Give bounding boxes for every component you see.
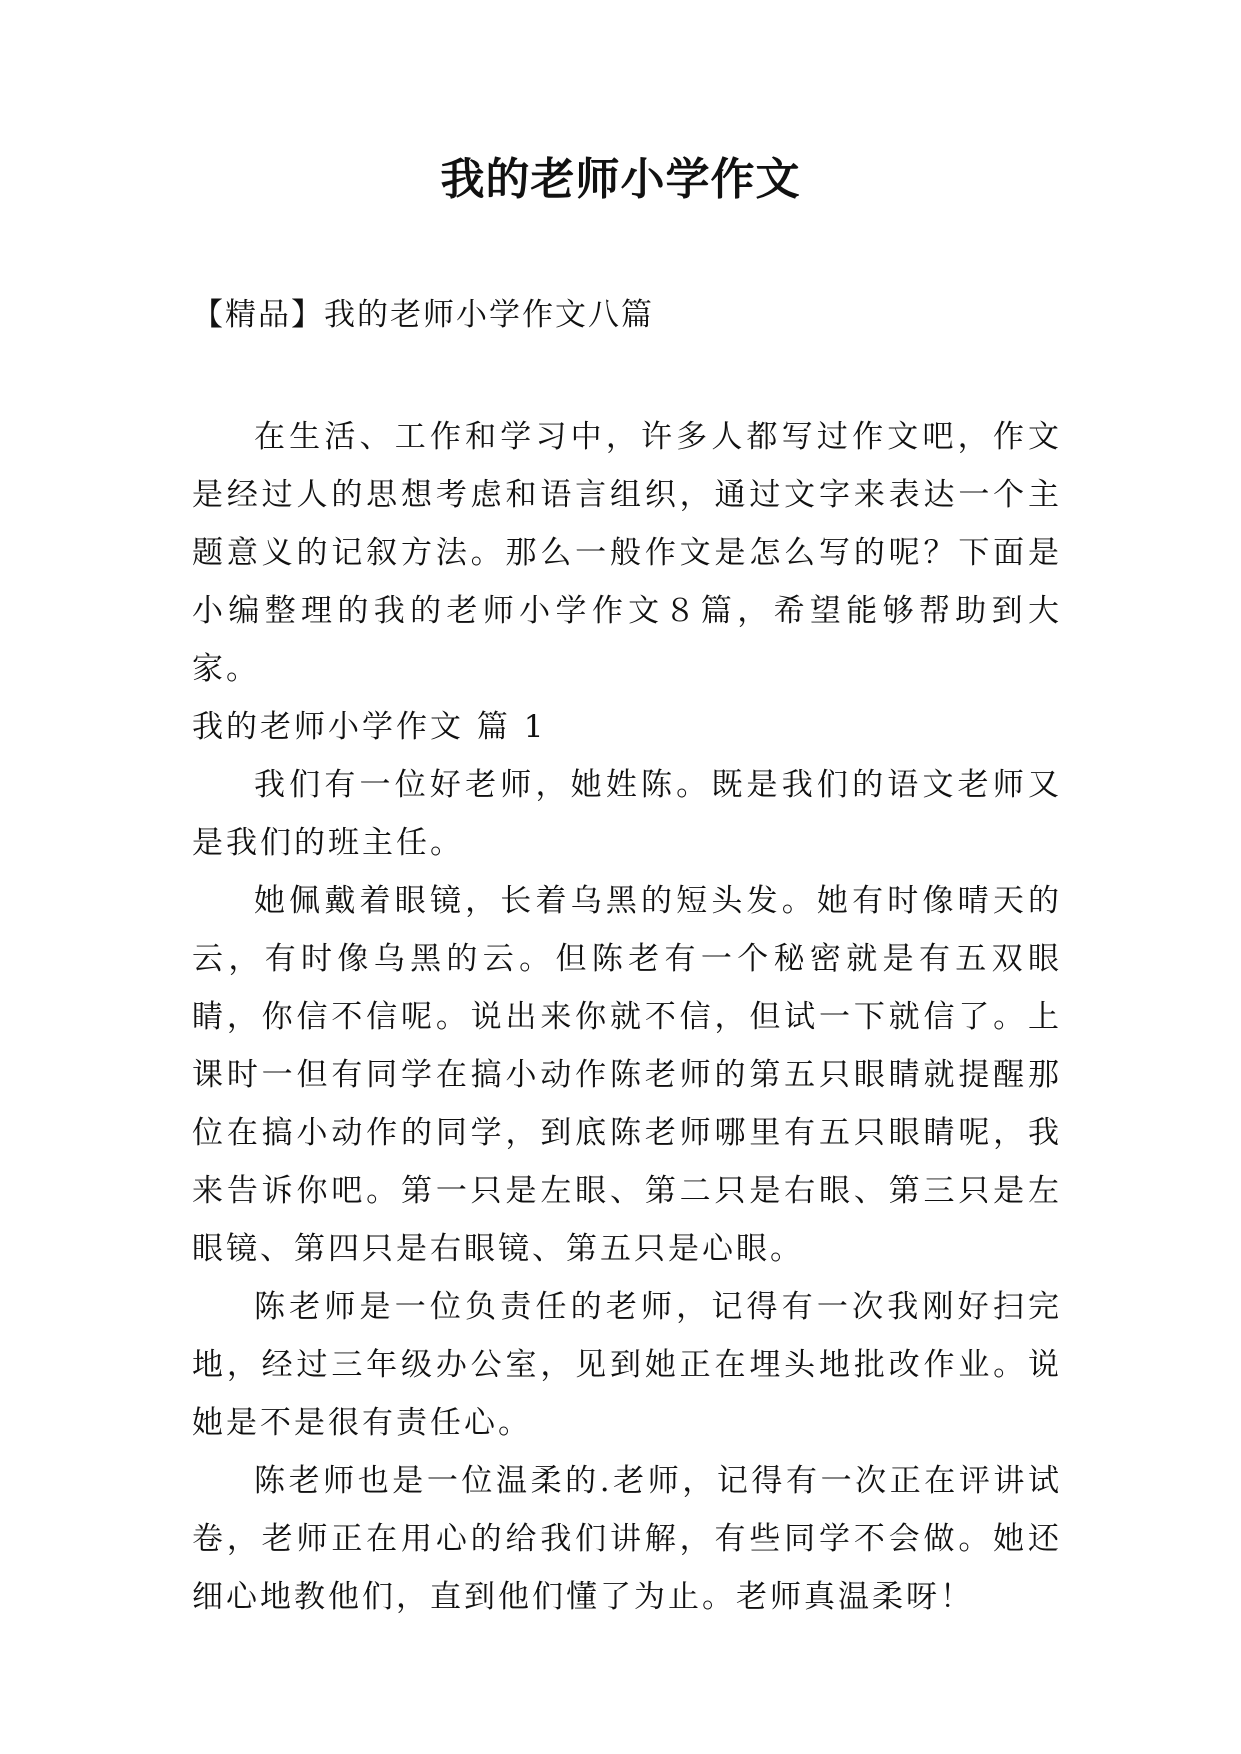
intro-paragraph: 在生活、工作和学习中，许多人都写过作文吧，作文是经过人的思想考虑和语言组织，通过文字来表达一个主题意义的记叙方法。那么一般作文是怎么写的呢？下面是小编整理的我的老师小学作文８篇，希望能够帮助到大家。 — [192, 419, 1062, 687]
body-paragraph: 陈老师是一位负责任的老师，记得有一次我刚好扫完地，经过三年级办公室，见到她正在埋头地批改作业。说她是不是很有责任心。 — [192, 1289, 1062, 1441]
body-paragraph: 我们有一位好老师，她姓陈。既是我们的语文老师又是我们的班主任。 — [192, 767, 1062, 861]
section-heading: 我的老师小学作文 篇 1 — [192, 709, 547, 745]
document-title: 我的老师小学作文 — [440, 154, 801, 205]
body-paragraph: 陈老师也是一位温柔的.老师，记得有一次正在评讲试卷，老师正在用心的给我们讲解，有些同学不会做。她还细心地教他们，直到他们懂了为止。老师真温柔呀！ — [192, 1463, 1062, 1615]
document-subtitle: 【精品】我的老师小学作文八篇 — [192, 297, 654, 333]
document-body — [192, 408, 1062, 1626]
body-paragraph: 她佩戴着眼镜，长着乌黑的短头发。她有时像晴天的云，有时像乌黑的云。但陈老有一个秘密就是有五双眼睛，你信不信呢。说出来你就不信，但试一下就信了。上课时一但有同学在搞小动作陈老师的第五只眼睛就提醒那位在搞小动作的同学，到底陈老师哪里有五只眼睛呢，我来告诉你吧。第一只是左眼、第二只是右眼、第三只是左眼镜、第四只是右眼镜、第五只是心眼。 — [192, 883, 1062, 1267]
